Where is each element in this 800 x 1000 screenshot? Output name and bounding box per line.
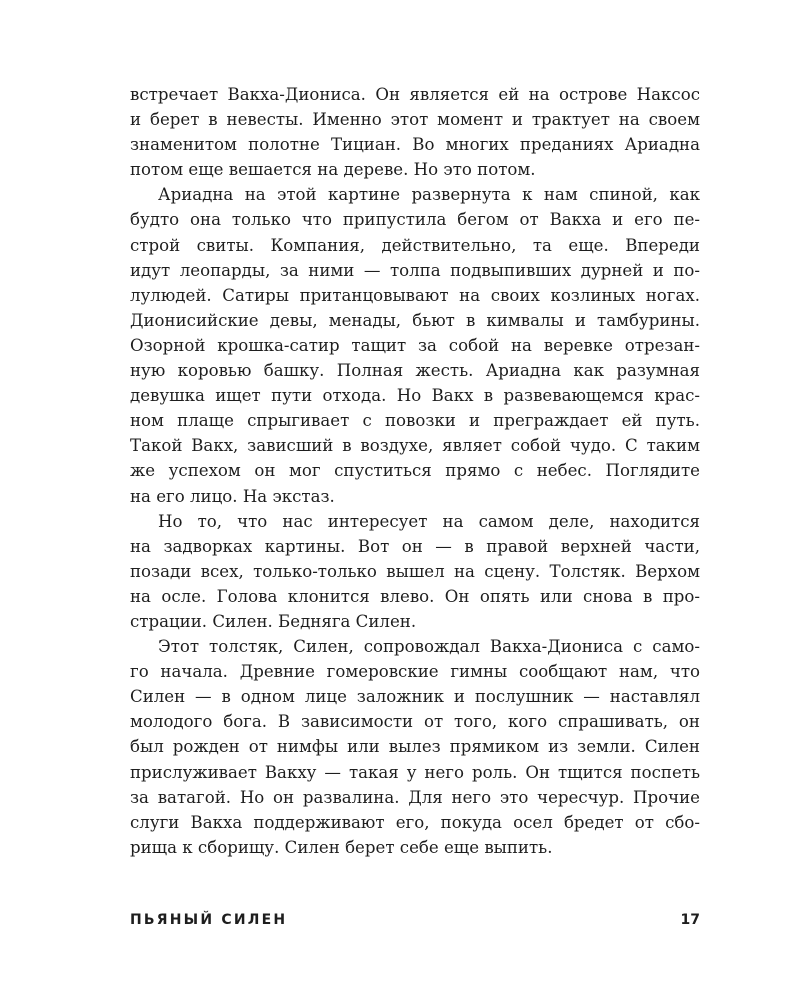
text-line: был рожден от нимфы или вылез прямиком из земли. Силен	[130, 737, 700, 757]
text-line: Озорной крошка-сатир тащит за собой на веревке отрезан-	[130, 335, 700, 355]
text-line: молодого бога. В зависимости от того, кого спрашивать, он	[130, 712, 700, 732]
text-line: лулюдей. Сатиры пританцовывают на своих козлиных ногах.	[130, 285, 700, 305]
page-body	[130, 82, 700, 860]
text-line: на осле. Голова клонится влево. Он опять или снова в про-	[130, 586, 700, 606]
paragraph-4	[130, 634, 700, 860]
text-line: и берет в невесты. Именно этот момент и трактует на своем	[130, 110, 700, 130]
text-line: девушка ищет пути отхода. Но Вакх в развевающемся крас-	[130, 386, 700, 406]
text-line: прислуживает Вакху — такая у него роль. Он тщится поспеть	[130, 762, 700, 782]
text-line: же успехом он мог спуститься прямо с небес. Поглядите	[130, 461, 700, 481]
text-line: идут леопарды, за ними — толпа подвыпивших дурней и по-	[130, 260, 700, 280]
text-line: знаменитом полотне Тициан. Во многих преданиях Ариадна	[130, 135, 700, 155]
text-line: Дионисийские девы, менады, бьют в кимвалы и тамбурины.	[130, 310, 700, 330]
text-line: Ариадна на этой картине развернута к нам спиной, как	[158, 185, 700, 205]
paragraph-1	[130, 82, 700, 182]
text-line: го начала. Древние гомеровские гимны сообщают нам, что	[130, 662, 700, 682]
paragraph-2	[130, 182, 700, 508]
text-line: Но то, что нас интересует на самом деле, находится	[158, 511, 700, 531]
text-line: встречает Вакха-Диониса. Он является ей на острове Наксос	[130, 85, 700, 104]
text-line: страции. Силен. Бедняга Силен.	[130, 611, 417, 631]
text-line: слуги Вакха поддерживают его, покуда осел бредет от сбо-	[130, 812, 700, 832]
text-line: на его лицо. На экстаз.	[130, 486, 335, 506]
text-line: Силен — в одном лице заложник и послушник — наставлял	[130, 687, 700, 707]
text-line: строй свиты. Компания, действительно, та еще. Впереди	[130, 235, 700, 255]
text-line: Такой Вакх, зависший в воздухе, являет собой чудо. С таким	[130, 436, 700, 456]
text-line: на задворках картины. Вот он — в правой верхней части,	[130, 536, 700, 556]
paragraph-3	[130, 509, 700, 634]
text-line: за ватагой. Но он развалина. Для него это чересчур. Прочие	[130, 787, 700, 807]
text-line: Этот толстяк, Силен, сопровождал Вакха-Диониса с само-	[158, 637, 700, 657]
text-line: будто она только что припустила бегом от Вакха и его пе-	[130, 210, 700, 230]
page-number: 17	[680, 912, 700, 928]
text-line: позади всех, только-только вышел на сцену. Толстяк. Верхом	[130, 561, 700, 581]
text-line: ном плаще спрыгивает с повозки и преграждает ей путь.	[130, 411, 700, 431]
running-title: ПЬЯНЫЙ СИЛЕН	[130, 912, 288, 928]
text-line: рища к сборищу. Силен берет себе еще выпить.	[130, 837, 553, 857]
text-line: ную коровью башку. Полная жесть. Ариадна как разумная	[130, 361, 700, 381]
text-line: потом еще вешается на дереве. Но это потом.	[130, 160, 536, 180]
